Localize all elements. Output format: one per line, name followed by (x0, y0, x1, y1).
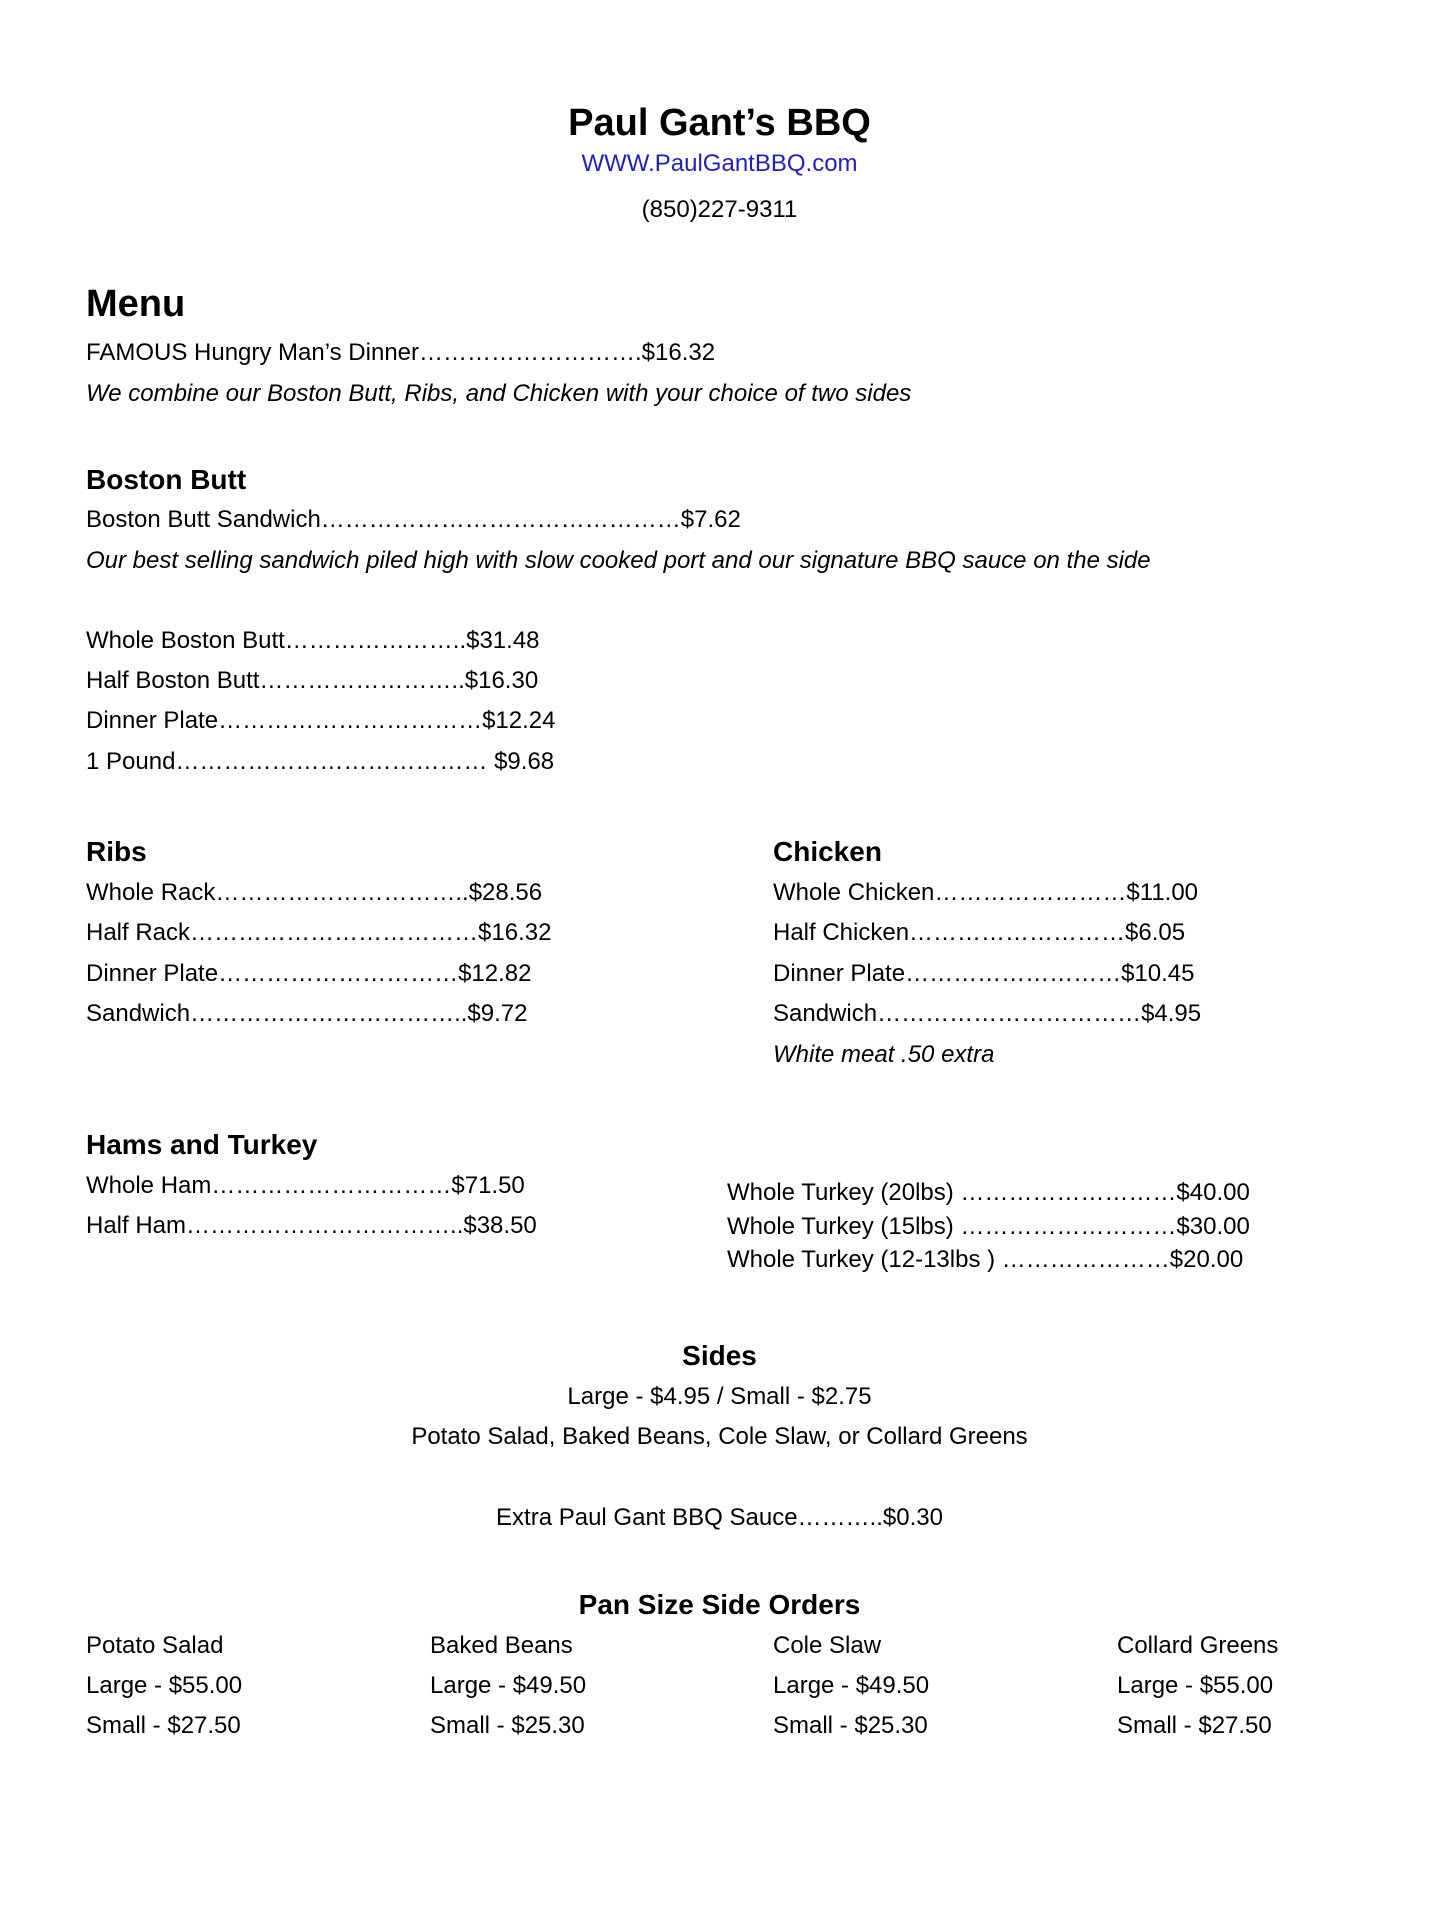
pan-side-large: Large - $49.50 (430, 1672, 587, 1699)
ribs-item: Sandwich……………………………..$9.72 (86, 1000, 528, 1027)
boston-butt-heading: Boston Butt (86, 464, 247, 495)
pan-side-large: Large - $55.00 (86, 1672, 243, 1699)
ribs-item: Dinner Plate…………………………$12.82 (86, 960, 532, 987)
pan-side-small: Small - $27.50 (86, 1712, 241, 1739)
ribs-item: Half Rack………………………………$16.32 (86, 919, 552, 946)
pan-side-large: Large - $49.50 (773, 1672, 930, 1699)
chicken-item: Sandwich……………………………$4.95 (773, 1000, 1202, 1027)
ribs-item: Whole Rack…………………………..$28.56 (86, 879, 543, 906)
chicken-item: Whole Chicken……………………$11.00 (773, 879, 1199, 906)
extra-sauce-item: Extra Paul Gant BBQ Sauce………..$0.30 (496, 1504, 943, 1531)
sides-heading: Sides (682, 1340, 757, 1371)
website-link[interactable]: WWW.PaulGantBBQ.com (581, 150, 858, 177)
turkey-item: Whole Turkey (12-13lbs ) …………………$20.00 (727, 1246, 1244, 1273)
ham-item: Whole Ham…………………………$71.50 (86, 1172, 525, 1199)
pan-side-name: Cole Slaw (773, 1632, 882, 1659)
menu-heading: Menu (86, 283, 186, 325)
boston-butt-item: Dinner Plate……………………………$12.24 (86, 707, 556, 734)
pan-side-name: Potato Salad (86, 1632, 224, 1659)
ribs-heading: Ribs (86, 836, 147, 867)
boston-butt-item: Half Boston Butt……………………..$16.30 (86, 667, 539, 694)
sides-options: Potato Salad, Baked Beans, Cole Slaw, or Collard Greens (411, 1423, 1028, 1450)
pan-side-small: Small - $27.50 (1117, 1712, 1272, 1739)
chicken-heading: Chicken (773, 836, 882, 867)
boston-butt-sandwich-item: Boston Butt Sandwich………………………………………$7.62 (86, 506, 741, 533)
famous-dinner-description: We combine our Boston Butt, Ribs, and Chicken with your choice of two sides (86, 380, 912, 407)
pan-side-small: Small - $25.30 (773, 1712, 928, 1739)
boston-butt-item: 1 Pound………………………………… $9.68 (86, 748, 555, 775)
hams-turkey-heading: Hams and Turkey (86, 1129, 318, 1160)
sides-pricing: Large - $4.95 / Small - $2.75 (567, 1383, 872, 1410)
boston-butt-item: Whole Boston Butt…………………..$31.48 (86, 627, 540, 654)
pan-side-small: Small - $25.30 (430, 1712, 585, 1739)
turkey-item: Whole Turkey (15lbs) ………………………$30.00 (727, 1213, 1250, 1240)
pan-side-name: Baked Beans (430, 1632, 573, 1659)
chicken-item: Half Chicken………………………$6.05 (773, 919, 1186, 946)
famous-dinner-item: FAMOUS Hungry Man’s Dinner……………………….$16.32 (86, 339, 716, 366)
chicken-item: Dinner Plate………………………$10.45 (773, 960, 1195, 987)
restaurant-title: Paul Gant’s BBQ (568, 102, 871, 144)
boston-butt-sandwich-description: Our best selling sandwich piled high with slow cooked port and our signature BBQ sauce on the side (86, 547, 1151, 574)
chicken-note: White meat .50 extra (773, 1041, 995, 1068)
pan-sides-heading: Pan Size Side Orders (578, 1589, 861, 1620)
turkey-item: Whole Turkey (20lbs) ………………………$40.00 (727, 1179, 1250, 1206)
ham-item: Half Ham……………………………..$38.50 (86, 1212, 537, 1239)
pan-side-name: Collard Greens (1117, 1632, 1279, 1659)
pan-side-large: Large - $55.00 (1117, 1672, 1274, 1699)
phone-number: (850)227-9311 (641, 196, 798, 223)
